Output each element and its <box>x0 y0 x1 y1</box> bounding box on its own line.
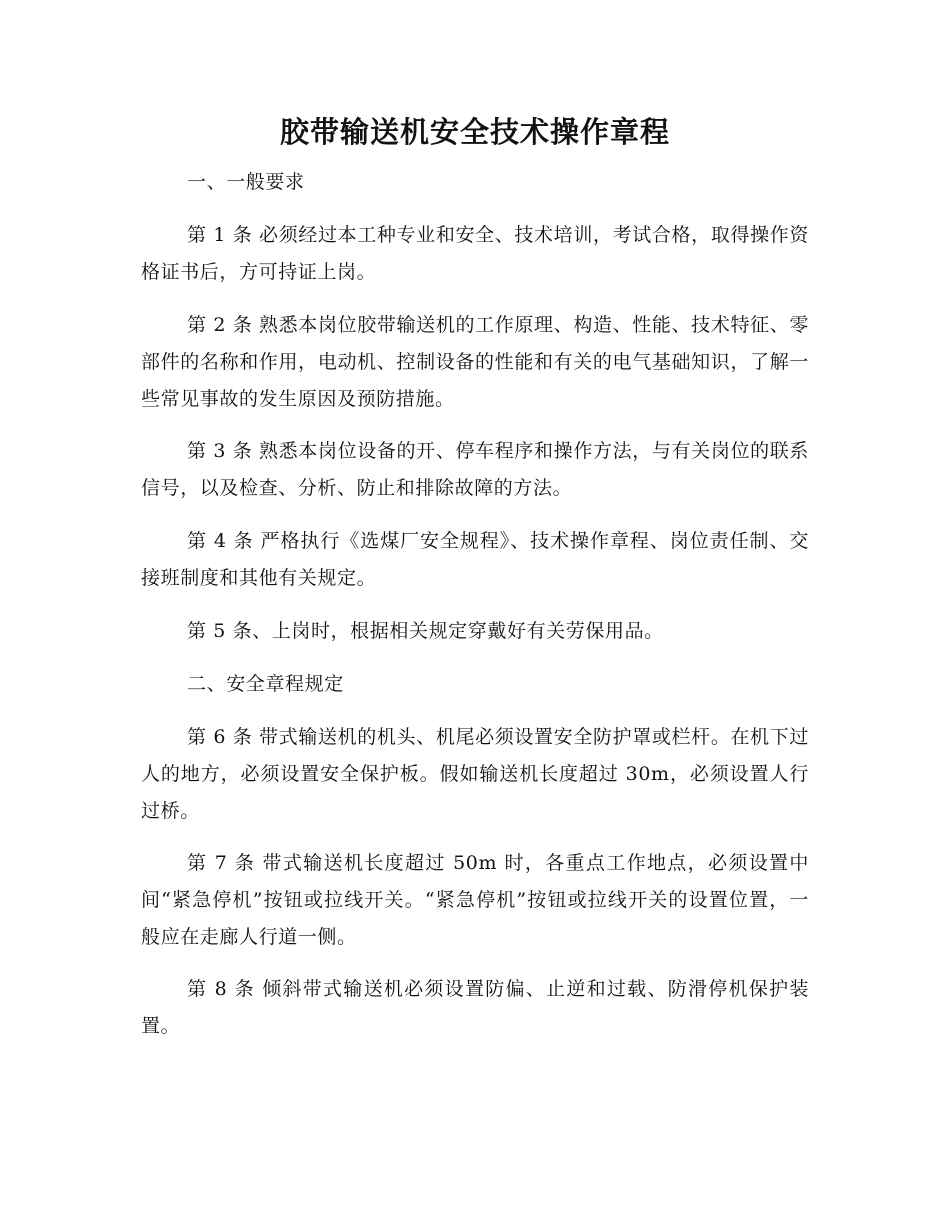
section-heading-safety: 二、安全章程规定 <box>187 673 344 695</box>
paragraph-article-5: 第 5 条、上岗时，根据相关规定穿戴好有关劳保用品。 <box>187 620 664 642</box>
document-title: 胶带输送机安全技术操作章程 <box>279 115 670 149</box>
paragraph-article-1: 第 1 条 必须经过本工种专业和安全、技术培训，考试合格，取得操作资格证书后，方可持证上岗。 <box>141 224 809 283</box>
paragraph-article-4: 第 4 条 严格执行《选煤厂安全规程》、技术操作章程、岗位责任制、交接班制度和其他有关规定。 <box>141 530 809 589</box>
paragraph-article-7: 第 7 条 带式输送机长度超过 50m 时，各重点工作地点，必须设置中间“紧急停机”按钮或拉线开关。“紧急停机”按钮或拉线开关的设置位置，一般应在走廊人行道一侧。 <box>141 852 809 948</box>
paragraph-article-6: 第 6 条 带式输送机的机头、机尾必须设置安全防护罩或栏杆。在机下过人的地方，必须设置安全保护板。假如输送机长度超过 30m，必须设置人行过桥。 <box>141 726 809 822</box>
section-heading-general: 一、一般要求 <box>187 171 305 193</box>
paragraph-article-3: 第 3 条 熟悉本岗位设备的开、停车程序和操作方法，与有关岗位的联系信号，以及检查、分析、防止和排除故障的方法。 <box>141 440 809 499</box>
paragraph-article-2: 第 2 条 熟悉本岗位胶带输送机的工作原理、构造、性能、技术特征、零部件的名称和作用，电动机、控制设备的性能和有关的电气基础知识，了解一些常见事故的发生原因及预防措施。 <box>141 314 809 410</box>
paragraph-article-8: 第 8 条 倾斜带式输送机必须设置防偏、止逆和过载、防滑停机保护装置。 <box>141 978 809 1037</box>
